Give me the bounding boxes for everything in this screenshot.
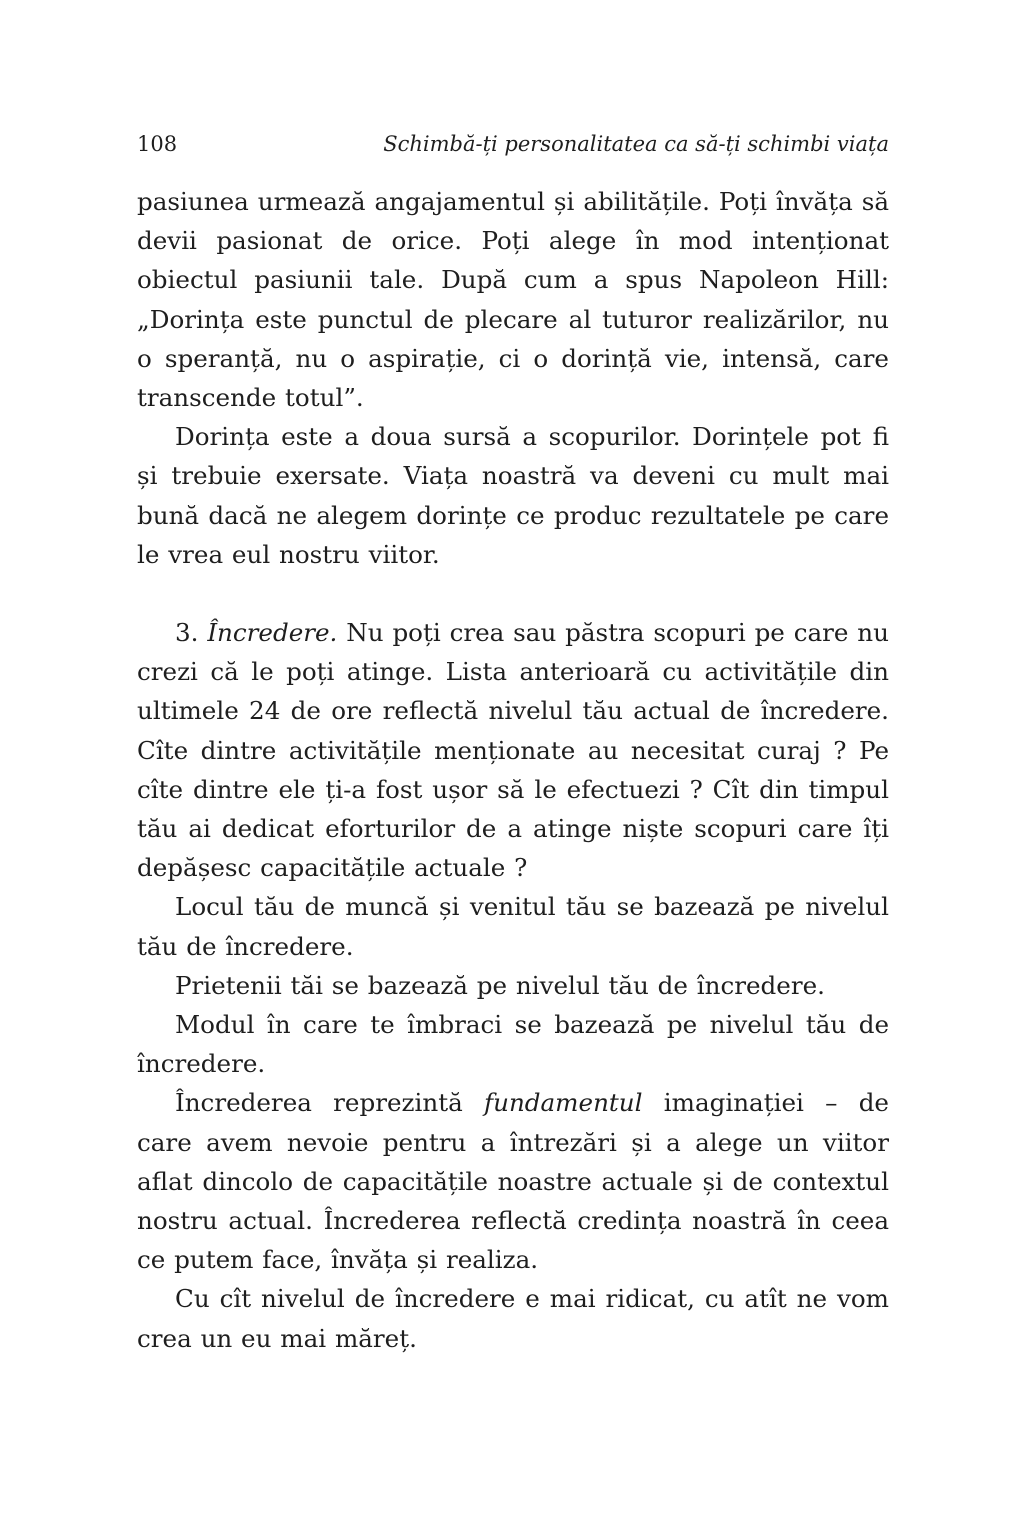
body-text xyxy=(137,182,889,1358)
running-title: Schimbă-ți personalitatea ca să-ți schimbi viața xyxy=(383,132,889,156)
paragraph-work-income: Locul tău de muncă și venitul tău se bazează pe nivelul tău de încredere. xyxy=(137,892,889,961)
paragraph-passion: pasiunea urmează angajamentul și abilitățile. Poți învăța să devii pasionat de orice. Poți alege în mod intenționat obiectul pasiunii tale. După cum a spus Napoleon Hill: „Dorința este punctul de plecare al tuturor realizărilor, nu o speranță, nu o aspirație, ci o dorință vie, intensă, care transcende totul”. xyxy=(137,187,889,413)
paragraph-desire: Dorința este a doua sursă a scopurilor. Dorințele pot fi și trebuie exersate. Viața noastră va deveni cu mult mai bună dacă ne alegem dorințe ce produc rezultatele pe care le vrea eul nostru viitor. xyxy=(137,422,889,569)
section-spacer xyxy=(137,574,889,613)
paragraph-conclusion: Cu cît nivelul de încredere e mai ridicat, cu atît ne vom crea un eu mai măreț. xyxy=(137,1284,889,1353)
paragraph-confidence-text: Nu poți crea sau păstra scopuri pe care nu crezi că le poți atinge. Lista anterioară cu activitățile din ultimele 24 de ore reflectă nivelul tău actual de încredere. Cîte dintre activitățile menționate au necesitat curaj ? Pe cîte dintre ele ți-a fost ușor să le efectuezi ? Cît din timpul tău ai dedicat eforturilor de a atinge niște scopuri care îți depășesc capacitățile actuale ? xyxy=(137,618,889,883)
paragraph-clothing: Modul în care te îmbraci se bazează pe nivelul tău de încredere. xyxy=(137,1010,889,1079)
section-title: Încredere. xyxy=(207,618,338,648)
list-number: 3. xyxy=(175,618,208,648)
emphasis-fundamentul: fundamentul xyxy=(484,1088,643,1118)
paragraph-confidence xyxy=(137,613,889,887)
page-header xyxy=(137,129,889,159)
page-number: 108 xyxy=(137,132,178,156)
paragraph-foundation-rest: imaginației – de care avem nevoie pentru a întrezări și a alege un viitor aflat dincolo de capacitățile noastre actuale și de contextul nostru actual. Încrederea reflectă credința noastră în ceea ce putem face, învăța și realiza. xyxy=(137,1088,889,1275)
paragraph-foundation-start: Încrederea reprezintă xyxy=(175,1088,484,1118)
paragraph-foundation xyxy=(137,1083,889,1279)
paragraph-friends: Prietenii tăi se bazează pe nivelul tău de încredere. xyxy=(175,970,825,1000)
